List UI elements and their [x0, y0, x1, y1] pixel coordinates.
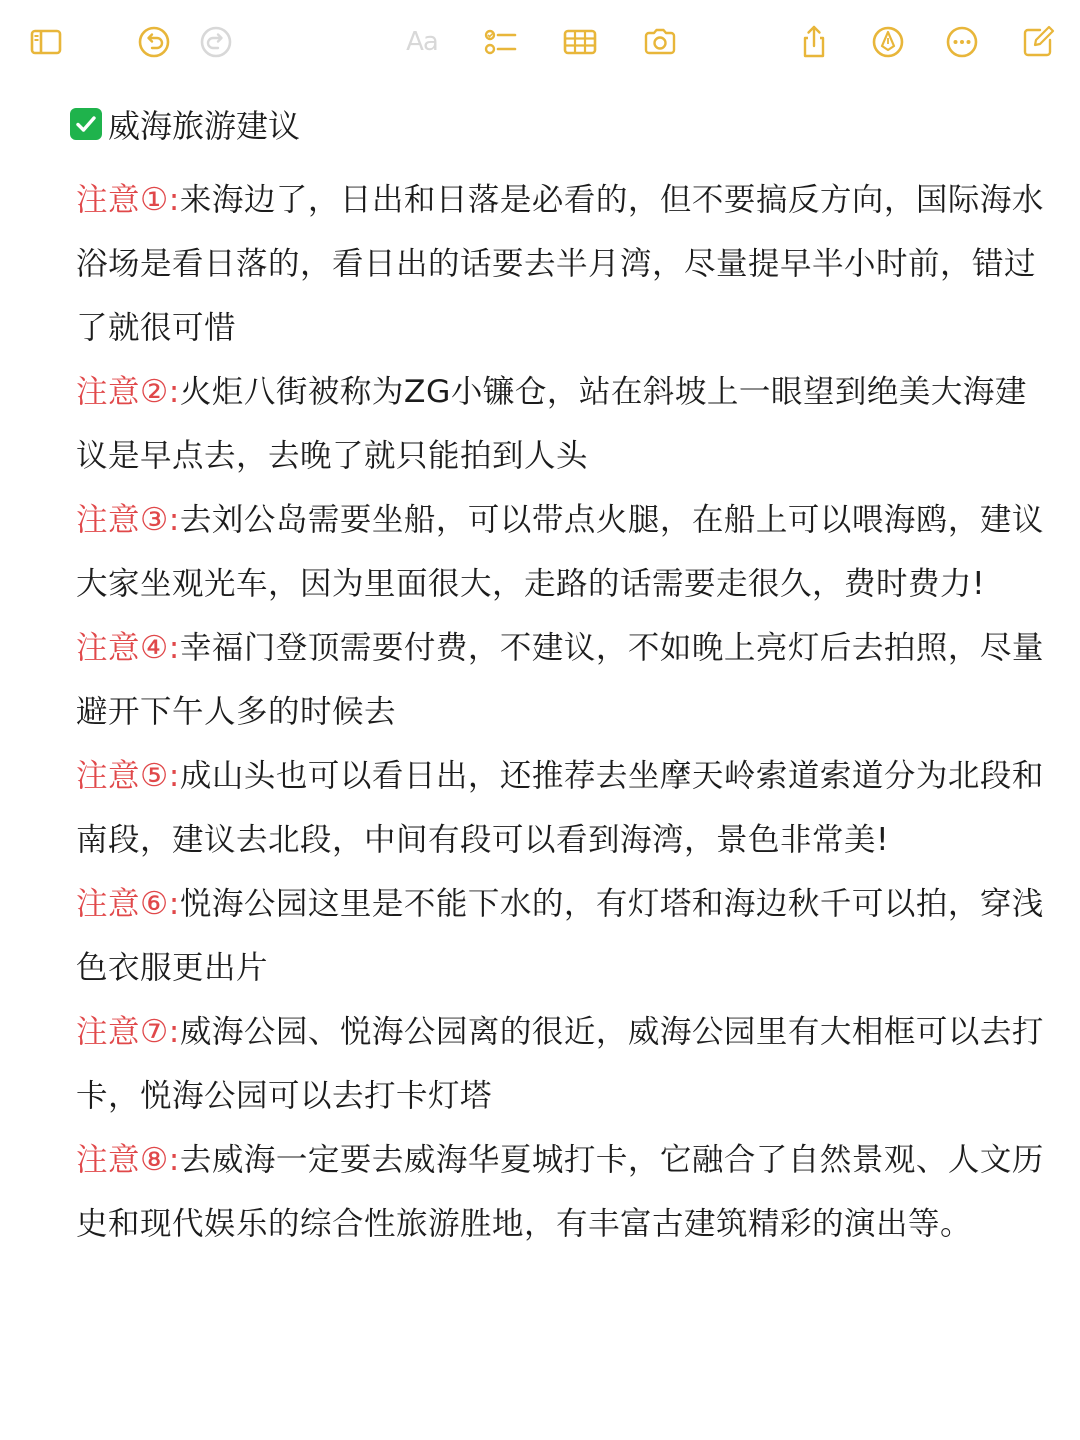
compose-button[interactable]: [1018, 22, 1058, 62]
tip-paragraph: [76, 744, 1046, 872]
undo-button[interactable]: [134, 22, 174, 62]
markup-button[interactable]: [868, 22, 908, 62]
compose-icon: [1020, 24, 1056, 60]
checklist-icon: [482, 24, 518, 60]
tip-label: 注意②:: [76, 374, 180, 410]
undo-icon: [136, 24, 172, 60]
tip-text: 去威海一定要去威海华夏城打卡，它融合了自然景观、人文历史和现代娱乐的综合性旅游胜地，有丰富古建筑精彩的演出等。: [76, 1142, 1044, 1242]
tip-text: 威海公园、悦海公园离的很近，威海公园里有大相框可以去打卡，悦海公园可以去打卡灯塔: [76, 1014, 1044, 1114]
tip-paragraph: [76, 872, 1046, 1000]
markup-pen-icon: [870, 24, 906, 60]
more-button[interactable]: [942, 22, 982, 62]
sidebar-toggle-button[interactable]: [26, 22, 66, 62]
redo-icon: [198, 24, 234, 60]
checklist-button[interactable]: [480, 22, 520, 62]
tip-paragraph: [76, 1128, 1046, 1256]
note-title-text: 威海旅游建议: [108, 107, 301, 145]
share-button[interactable]: [794, 22, 834, 62]
tip-paragraph: [76, 1000, 1046, 1128]
tip-label: 注意⑥:: [76, 886, 180, 922]
tip-paragraph: [76, 488, 1046, 616]
camera-icon: [642, 24, 678, 60]
table-icon: [562, 24, 598, 60]
tip-paragraph: [76, 616, 1046, 744]
tip-text: 来海边了，日出和日落是必看的，但不要搞反方向，国际海水浴场是看日落的，看日出的话要去半月湾，尽量提早半小时前，错过了就很可惜: [76, 182, 1044, 346]
tip-label: 注意⑧:: [76, 1142, 180, 1178]
tip-label: 注意①:: [76, 182, 180, 218]
tip-label: 注意③:: [76, 502, 180, 538]
tip-text: 去刘公岛需要坐船，可以带点火腿，在船上可以喂海鸥，建议大家坐观光车，因为里面很大，走路的话需要走很久，费时费力!: [76, 502, 1044, 602]
note-content[interactable]: [0, 86, 1080, 1440]
notes-toolbar: [0, 0, 1080, 86]
share-icon: [796, 24, 832, 60]
camera-button[interactable]: [640, 22, 680, 62]
check-mark-button-icon: [70, 108, 102, 140]
tip-text: 火炬八街被称为ZG小镰仓，站在斜坡上一眼望到绝美大海建议是早点去，去晚了就只能拍到人头: [76, 374, 1027, 474]
tip-paragraph: [76, 168, 1046, 360]
tip-paragraph: [76, 360, 1046, 488]
tip-text: 幸福门登顶需要付费，不建议，不如晚上亮灯后去拍照，尽量避开下午人多的时候去: [76, 630, 1044, 730]
tip-text: 成山头也可以看日出，还推荐去坐摩天岭索道索道分为北段和南段，建议去北段，中间有段可以看到海湾，景色非常美!: [76, 758, 1044, 858]
note-body[interactable]: [76, 168, 1046, 1256]
text-format-button[interactable]: Aa: [406, 27, 438, 57]
tip-text: 悦海公园这里是不能下水的，有灯塔和海边秋千可以拍，穿浅色衣服更出片: [76, 886, 1044, 986]
tip-label: 注意④:: [76, 630, 180, 666]
sidebar-icon: [28, 24, 64, 60]
note-title[interactable]: [70, 102, 300, 146]
tip-label: 注意⑦:: [76, 1014, 180, 1050]
tip-label: 注意⑤:: [76, 758, 180, 794]
redo-button[interactable]: [196, 22, 236, 62]
more-icon: [944, 24, 980, 60]
table-button[interactable]: [560, 22, 600, 62]
